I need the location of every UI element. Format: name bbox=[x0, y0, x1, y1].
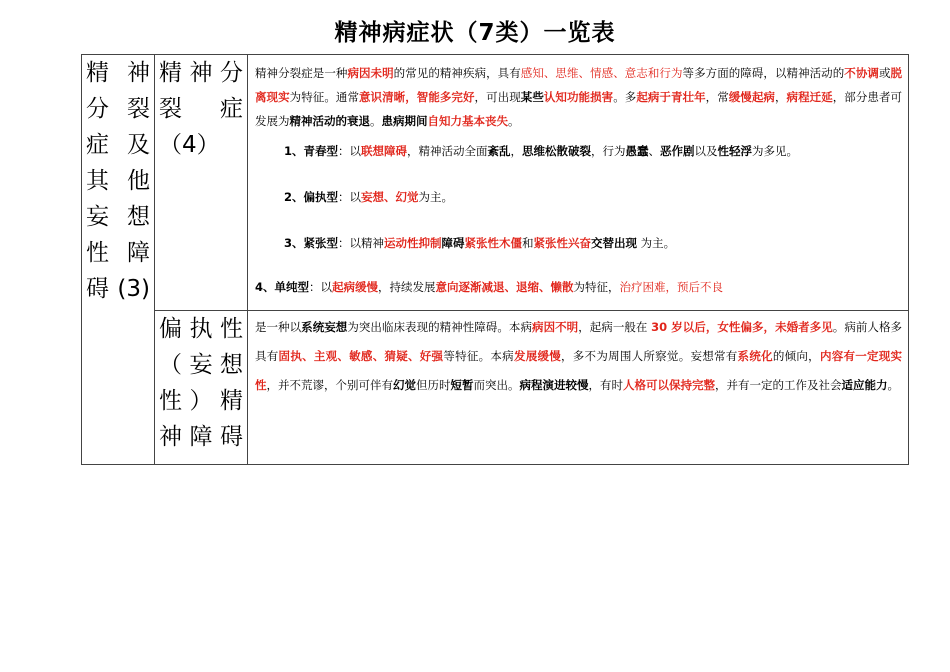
text-run: ：以 bbox=[309, 280, 333, 294]
text-run: 病程演进较慢 bbox=[519, 378, 589, 392]
text-run: 为特征， bbox=[573, 280, 620, 294]
schizo-desc-cell bbox=[248, 55, 909, 311]
text-run: ，持续发展 bbox=[378, 280, 436, 294]
text-run: 4、单纯型 bbox=[255, 280, 310, 294]
label-line: 精神分 bbox=[159, 60, 243, 86]
paranoid-disorder-name bbox=[155, 311, 247, 455]
text-run: 认知功能损害 bbox=[543, 90, 614, 104]
label-line: 性）精 bbox=[159, 388, 243, 414]
text-run: 为特征。通常 bbox=[289, 90, 359, 104]
type-simple bbox=[248, 275, 908, 299]
type-paranoid bbox=[248, 185, 908, 209]
text-run: 1、青春型 bbox=[284, 144, 339, 158]
text-run: 系统化 bbox=[737, 349, 773, 363]
schizophrenia-intro bbox=[248, 55, 908, 133]
text-run: 的倾向， bbox=[772, 349, 820, 363]
text-run: 为多见。 bbox=[752, 144, 799, 158]
text-run: ：以 bbox=[338, 190, 362, 204]
schizophrenia-name bbox=[155, 55, 247, 163]
label-line: 性障 bbox=[86, 240, 150, 266]
text-run: 交替出现 bbox=[591, 236, 638, 250]
label-line: （4） bbox=[159, 132, 220, 158]
label-line: 神障碍 bbox=[159, 424, 243, 450]
text-run: 起病缓慢 bbox=[332, 280, 379, 294]
text-run: 病因不明 bbox=[532, 320, 579, 334]
text-run: 。 bbox=[508, 114, 520, 128]
symptom-table bbox=[81, 54, 909, 465]
text-run: 短暂 bbox=[450, 378, 474, 392]
table-row-paranoid-disorder bbox=[82, 311, 909, 465]
text-run: 某些 bbox=[520, 90, 544, 104]
text-run: 发展缓慢 bbox=[513, 349, 562, 363]
text-run: 缓慢起病 bbox=[728, 90, 775, 104]
text-run: ，精神活动全面 bbox=[407, 144, 488, 158]
text-run: 联想障碍 bbox=[361, 144, 408, 158]
text-run: 为主。 bbox=[637, 236, 676, 250]
text-run: 。 bbox=[370, 114, 382, 128]
paranoid-disorder-desc bbox=[248, 311, 908, 400]
text-run: ，有时 bbox=[588, 378, 623, 392]
text-run: 障碍 bbox=[441, 236, 465, 250]
text-run: 恶作剧 bbox=[660, 144, 695, 158]
text-run: ， bbox=[510, 144, 523, 158]
text-run: 感知、思维、情感、意志和行为 bbox=[520, 66, 683, 80]
label-line: 症及 bbox=[86, 132, 150, 158]
text-run: 病程迁延 bbox=[786, 90, 833, 104]
text-run: ，起病一般在 bbox=[578, 320, 652, 334]
text-run: 为主。 bbox=[418, 190, 454, 204]
text-run: 运动性抑制 bbox=[384, 236, 442, 250]
text-run: 等多方面的障碍，以精神活动的 bbox=[682, 66, 845, 80]
text-run: ：以 bbox=[338, 144, 362, 158]
text-run: 系统妄想 bbox=[301, 320, 348, 334]
text-run: 但历时 bbox=[416, 378, 451, 392]
label-line: 妄想 bbox=[86, 204, 150, 230]
text-run: 和 bbox=[522, 236, 534, 250]
text-run: ，并不荒谬，个别可伴有 bbox=[266, 378, 393, 392]
text-run: ，部分患者可发展为 bbox=[255, 90, 903, 128]
text-run: 2、偏执型 bbox=[284, 190, 339, 204]
label-line: 其他 bbox=[86, 168, 150, 194]
text-run: ， bbox=[774, 90, 787, 104]
text-run: 治疗困难，预后不良 bbox=[619, 280, 724, 294]
text-run: 紊乱 bbox=[487, 144, 511, 158]
text-run: 起病于青壮年 bbox=[636, 90, 706, 104]
text-run: 而突出。 bbox=[473, 378, 520, 392]
label-line: 分裂 bbox=[86, 96, 150, 122]
label-line: （妄想 bbox=[159, 352, 243, 378]
label-line: 裂 症 bbox=[159, 96, 243, 122]
type-catatonic bbox=[248, 231, 908, 255]
text-run: 愚蠢 bbox=[625, 144, 649, 158]
label-line: 精神 bbox=[86, 60, 150, 86]
text-run: 等特征。本病 bbox=[443, 349, 514, 363]
text-run: 不协调 bbox=[844, 66, 879, 80]
text-run: 思维松散破裂 bbox=[522, 144, 592, 158]
text-run: 30 岁以后，女性偏多，未婚者多见 bbox=[651, 320, 833, 334]
paranoid-name-cell bbox=[155, 311, 248, 465]
text-run: 病因未明 bbox=[347, 66, 394, 80]
label-line: 碍(3) bbox=[86, 276, 150, 302]
text-run: ，多不为周围人所察觉。妄想常有 bbox=[561, 349, 738, 363]
label-line: 偏执性 bbox=[159, 316, 243, 342]
text-run: 是一种以 bbox=[255, 320, 302, 334]
text-run: 、 bbox=[648, 144, 661, 158]
text-run: 患病期间 bbox=[381, 114, 428, 128]
text-run: 适应能力 bbox=[841, 378, 888, 392]
text-run: 内容有一定现实性 bbox=[255, 349, 903, 392]
text-run: 意识清晰，智能多完好 bbox=[359, 90, 475, 104]
text-run: 意向逐渐减退、退缩、懒散 bbox=[435, 280, 574, 294]
schizo-name-cell bbox=[155, 55, 248, 311]
paranoid-desc-cell bbox=[248, 311, 909, 465]
text-run: ，并有一定的工作及社会 bbox=[715, 378, 842, 392]
category-cell bbox=[82, 55, 155, 465]
text-run: ，行为 bbox=[591, 144, 626, 158]
text-run: 脱离现实 bbox=[255, 66, 903, 104]
text-run: 妄想、幻觉 bbox=[361, 190, 419, 204]
text-run: 3、紧张型 bbox=[284, 236, 339, 250]
page-title: 精神病症状（7类）一览表 bbox=[334, 20, 616, 46]
text-run: 自知力基本丧失 bbox=[427, 114, 508, 128]
text-run: 以及 bbox=[694, 144, 718, 158]
text-run: 精神活动的衰退 bbox=[289, 114, 370, 128]
text-run: ，可出现 bbox=[474, 90, 521, 104]
text-run: 固执、主观、敏感、猜疑、好强 bbox=[278, 349, 444, 363]
table-row-schizophrenia bbox=[82, 55, 909, 311]
text-run: 。病前人格多具有 bbox=[255, 320, 903, 363]
text-run: 。 bbox=[887, 378, 899, 392]
text-run: 为突出临床表现的精神性障碍。本病 bbox=[347, 320, 533, 334]
text-run: 的常见的精神疾病，具有 bbox=[393, 66, 521, 80]
text-run: ：以精神 bbox=[338, 236, 385, 250]
type-hebephrenic bbox=[248, 139, 908, 163]
text-run: 紧张性木僵 bbox=[464, 236, 523, 250]
text-run: 人格可以保持完整 bbox=[623, 378, 715, 392]
text-run: 精神分裂症是一种 bbox=[255, 66, 348, 80]
text-run: 紧张性兴奋 bbox=[533, 236, 592, 250]
category-label bbox=[82, 55, 154, 307]
text-run: 。多 bbox=[613, 90, 637, 104]
text-run: 性轻浮 bbox=[717, 144, 753, 158]
text-run: 或 bbox=[878, 66, 891, 80]
text-run: 幻觉 bbox=[393, 378, 416, 392]
text-run: ，常 bbox=[705, 90, 729, 104]
